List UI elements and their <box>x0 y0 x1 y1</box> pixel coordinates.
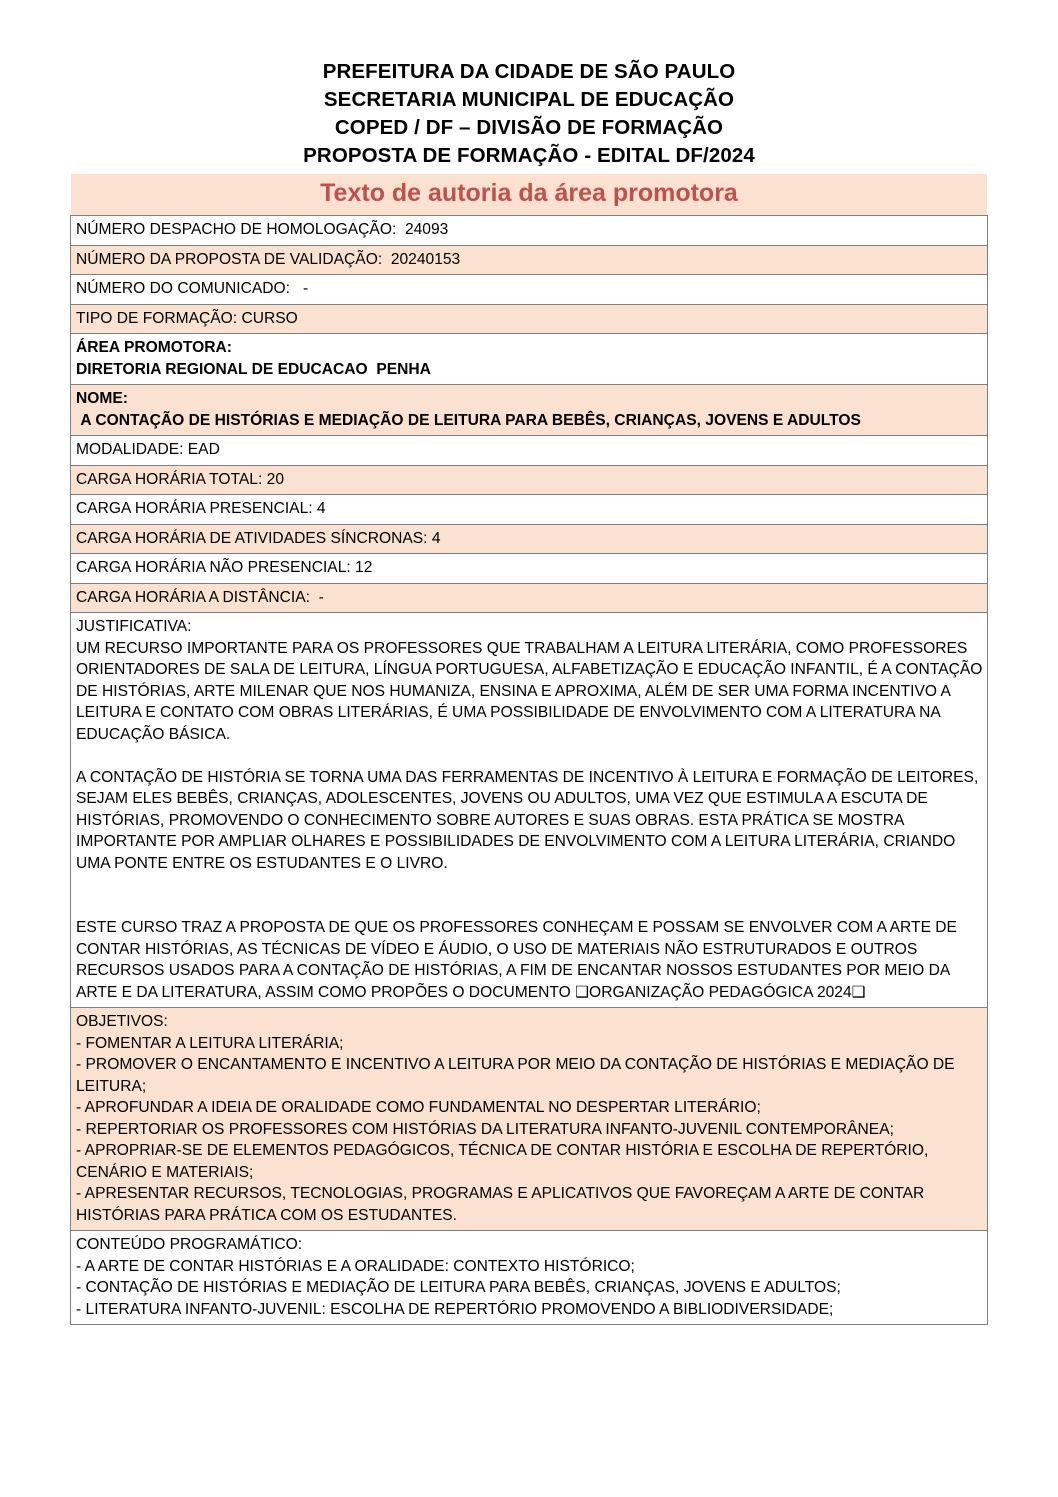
field-area-promotora-label: ÁREA PROMOTORA: <box>76 339 232 356</box>
field-carga-horaria-nao-presencial: CARGA HORÁRIA NÃO PRESENCIAL: 12 <box>76 559 373 576</box>
field-carga-horaria-sincronas: CARGA HORÁRIA DE ATIVIDADES SÍNCRONAS: 4 <box>76 529 441 547</box>
justificativa-spacer-3 <box>76 896 983 918</box>
justificativa-spacer-2 <box>76 874 983 896</box>
table-row-justificativa <box>71 613 988 1008</box>
header-line-secretaria: SECRETARIA MUNICIPAL DE EDUCAÇÃO <box>323 88 735 111</box>
field-nome-value: A CONTAÇÃO DE HISTÓRIAS E MEDIAÇÃO DE LEITURA PARA BEBÊS, CRIANÇAS, JOVENS E ADULTOS <box>76 411 861 429</box>
field-numero-comunicado: NÚMERO DO COMUNICADO: - <box>76 280 309 297</box>
field-carga-horaria-total: CARGA HORÁRIA TOTAL: 20 <box>76 470 284 488</box>
objetivos-label: OBJETIVOS: <box>76 1013 168 1030</box>
table-row-objetivos <box>71 1008 988 1231</box>
field-modalidade: MODALIDADE: EAD <box>76 441 220 458</box>
table-row-modalidade <box>71 436 988 466</box>
justificativa-paragraph-1: UM RECURSO IMPORTANTE PARA OS PROFESSORES QUE TRABALHAM A LEITURA LITERÁRIA, COMO PROFESSORES ORIENTADORES DE SALA DE LEITURA, LÍNGUA PORTUGUESA, ALFABETIZAÇÃO E EDUCAÇÃO INFANTIL, É A CONTAÇÃO DE HISTÓRIAS, ARTE MILENAR QUE NOS HUMANIZA, ENSINA E APROXIMA, ALÉM DE SER UMA FORMA INCENTIVO A LEITURA E CONTATO COM OBRAS LITERÁRIAS, É UMA POSSIBILIDADE DE ENVOLVIMENTO COM A LITERATURA NA EDUCAÇÃO BÁSICA. <box>76 639 987 743</box>
field-carga-horaria-presencial: CARGA HORÁRIA PRESENCIAL: 4 <box>76 500 326 517</box>
objetivos-item-3: - APROFUNDAR A IDEIA DE ORALIDADE COMO FUNDAMENTAL NO DESPERTAR LITERÁRIO; <box>76 1099 761 1116</box>
table-row-nome <box>71 385 988 436</box>
conteudo-item-3: - LITERATURA INFANTO-JUVENIL: ESCOLHA DE REPERTÓRIO PROMOVENDO A BIBLIODIVERSIDADE; <box>76 1300 834 1318</box>
objetivos-item-6: - APRESENTAR RECURSOS, TECNOLOGIAS, PROGRAMAS E APLICATIVOS QUE FAVOREÇAM A ARTE DE CONTAR HISTÓRIAS PARA PRÁTICA COM OS ESTUDANTES. <box>76 1185 929 1224</box>
objetivos-item-4: - REPERTORIAR OS PROFESSORES COM HISTÓRIAS DA LITERATURA INFANTO-JUVENIL CONTEMPORÂNEA; <box>76 1120 894 1138</box>
field-carga-horaria-distancia: CARGA HORÁRIA A DISTÂNCIA: - <box>76 588 324 606</box>
table-row-carga-horaria-distancia <box>71 583 988 613</box>
table-row-carga-horaria-sincronas <box>71 524 988 554</box>
table-row-carga-horaria-nao-presencial <box>71 554 988 584</box>
justificativa-paragraph-3: ESTE CURSO TRAZ A PROPOSTA DE QUE OS PROFESSORES CONHEÇAM E POSSAM SE ENVOLVER COM A ARTE DE CONTAR HISTÓRIAS, AS TÉCNICAS DE VÍDEO E ÁUDIO, O USO DE MATERIAIS NÃO ESTRUTURADOS E OUTROS RECURSOS USADOS PARA A CONTAÇÃO DE HISTÓRIAS, A FIM DE ENCANTAR NOSSOS ESTUDANTES POR MEIO DA ARTE E DA LITERATURA, ASSIM COMO PROPÕES O DOCUMENTO ❑ORGANIZAÇÃO PEDAGÓGICA 2024❑ <box>76 919 962 1001</box>
justificativa-paragraph-2: A CONTAÇÃO DE HISTÓRIA SE TORNA UMA DAS FERRAMENTAS DE INCENTIVO À LEITURA E FORMAÇÃO DE LEITORES, SEJAM ELES BEBÊS, CRIANÇAS, ADOLESCENTES, JOVENS OU ADULTOS, UMA VEZ QUE ESTIMULA A ESCUTA DE HISTÓRIAS, PROMOVENDO O CONHECIMENTO SOBRE AUTORES E SUAS OBRAS. ESTA PRÁTICA SE MOSTRA IMPORTANTE POR AMPLIAR OLHARES E POSSIBILIDADES DE ENVOLVIMENTO COM A LEITURA LITERÁRIA, CRIANDO UMA PONTE ENTRE OS ESTUDANTES E O LIVRO. <box>76 768 983 872</box>
field-tipo-formacao: TIPO DE FORMAÇÃO: CURSO <box>76 309 298 327</box>
conteudo-item-1: - A ARTE DE CONTAR HISTÓRIAS E A ORALIDADE: CONTEXTO HISTÓRICO; <box>76 1257 635 1275</box>
objetivos-item-5: - APROPRIAR-SE DE ELEMENTOS PEDAGÓGICOS, TÉCNICA DE CONTAR HISTÓRIA E ESCOLHA DE REPERTÓRIO, CENÁRIO E MATERIAIS; <box>76 1142 933 1181</box>
conteudo-label: CONTEÚDO PROGRAMÁTICO: <box>76 1236 303 1253</box>
objetivos-item-2: - PROMOVER O ENCANTAMENTO E INCENTIVO A LEITURA POR MEIO DA CONTAÇÃO DE HISTÓRIAS E MEDIAÇÃO DE LEITURA; <box>76 1056 959 1095</box>
table-row-comunicado <box>71 275 988 305</box>
field-numero-despacho: NÚMERO DESPACHO DE HOMOLOGAÇÃO: 24093 <box>76 221 449 238</box>
table-row-tipo-formacao <box>71 304 988 334</box>
conteudo-item-2: - CONTAÇÃO DE HISTÓRIAS E MEDIAÇÃO DE LEITURA PARA BEBÊS, CRIANÇAS, JOVENS E ADULTOS; <box>76 1279 841 1296</box>
table-row-conteudo-programatico <box>71 1231 988 1325</box>
banner-texto-autoria <box>71 174 987 215</box>
header-line-proposta: PROPOSTA DE FORMAÇÃO - EDITAL DF/2024 <box>303 144 755 167</box>
header-line-prefeitura: PREFEITURA DA CIDADE DE SÃO PAULO <box>322 60 736 83</box>
field-numero-proposta-validacao: NÚMERO DA PROPOSTA DE VALIDAÇÃO: 20240153 <box>76 250 461 268</box>
justificativa-label: JUSTIFICATIVA: <box>76 618 192 635</box>
table-row-proposta-validacao <box>71 245 988 275</box>
document-header <box>0 0 1058 170</box>
header-line-coped: COPED / DF – DIVISÃO DE FORMAÇÃO <box>334 116 724 139</box>
banner-title: Texto de autoria da área promotora <box>320 179 738 207</box>
proposta-table <box>70 215 988 1325</box>
field-nome-label: NOME: <box>76 390 128 407</box>
field-area-promotora-value: DIRETORIA REGIONAL DE EDUCACAO PENHA <box>76 360 431 378</box>
table-row-carga-horaria-total <box>71 465 988 495</box>
table-row-carga-horaria-presencial <box>71 495 988 525</box>
table-row-area-promotora <box>71 334 988 385</box>
table-row-despacho <box>71 216 988 246</box>
objetivos-item-1: - FOMENTAR A LEITURA LITERÁRIA; <box>76 1034 344 1052</box>
justificativa-spacer-1 <box>76 745 983 767</box>
